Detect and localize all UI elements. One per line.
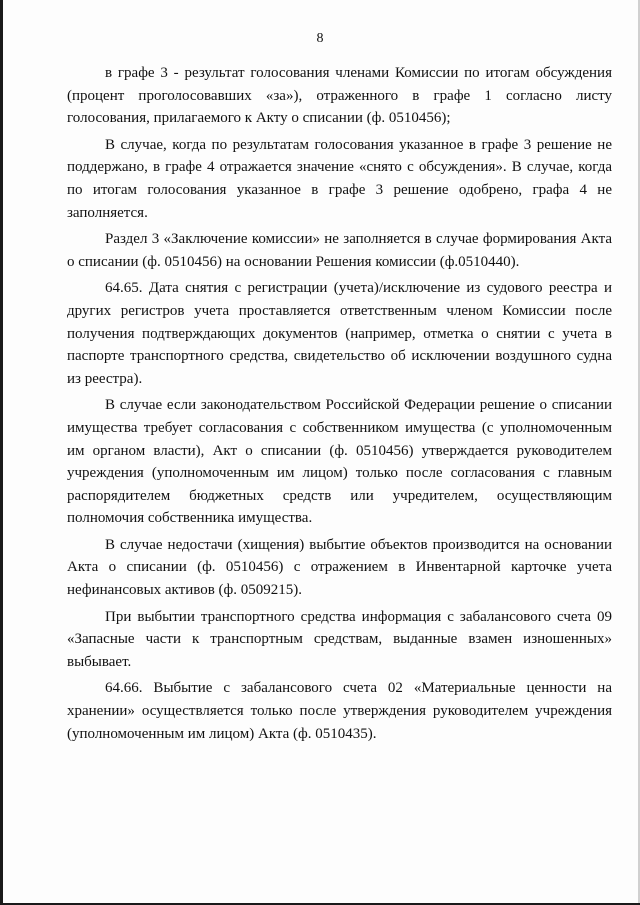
page-number: 8 <box>316 31 324 46</box>
document-body <box>67 62 612 749</box>
paragraph-approval: В случае если законодательством Российской Федерации решение о списании имущества требует согласования с собственником имущества (с уполномоченным им органом власти), Акт о списании (ф. 0510456) утверждается руководителем учреждения (уполномоченным им лицом) только после согласования с главным распорядителем бюджетных средств или учредителем, осуществляющим полномочия собственника имущества. <box>67 397 612 527</box>
paragraph-vote-result: в графе 3 - результат голосования членами Комиссии по итогам обсуждения (процент проголосовавших «за»), отраженного в графе 1 согласно листу голосования, прилагаемого к Акту о списании (ф. 0510456); <box>67 65 612 127</box>
scan-edge-left <box>0 0 3 905</box>
paragraph-64-66: 64.66. Выбытие с забалансового счета 02 «Материальные ценности на хранении» осуществляется только после утверждения руководителем учреждения (уполномоченным им лицом) Акта (ф. 0510435). <box>67 680 612 742</box>
paragraph-shortage: В случае недостачи (хищения) выбытие объектов производится на основании Акта о списании (ф. 0510456) с отражением в Инвентарной карточке учета нефинансовых активов (ф. 0509215). <box>67 536 612 599</box>
paragraph-section-3: Раздел 3 «Заключение комиссии» не заполняется в случае формирования Акта о списании (ф. 0510456) на основании Решения комиссии (ф.0510440). <box>67 231 612 270</box>
paragraph-vehicle-disposal: При выбытии транспортного средства информация с забалансового счета 09 «Запасные части к транспортным средствам, выданные взамен изношенных» выбывает. <box>67 608 612 670</box>
paragraph-not-supported: В случае, когда по результатам голосования указанное в графе 3 решение не поддержано, в графе 4 отражается значение «снято с обсуждения». В случае, когда по итогам голосования указанное в графе 3 решение одобрено, графа 4 не заполняется. <box>67 136 612 221</box>
paragraph-64-65: 64.65. Дата снятия с регистрации (учета)/исключение из судового реестра и других регистров учета проставляется ответственным членом Комиссии после получения подтверждающих документов (например, отметка о снятии с учета в паспорте транспортного средства, свидетельство об исключении воздушного судна из реестра). <box>67 280 612 387</box>
